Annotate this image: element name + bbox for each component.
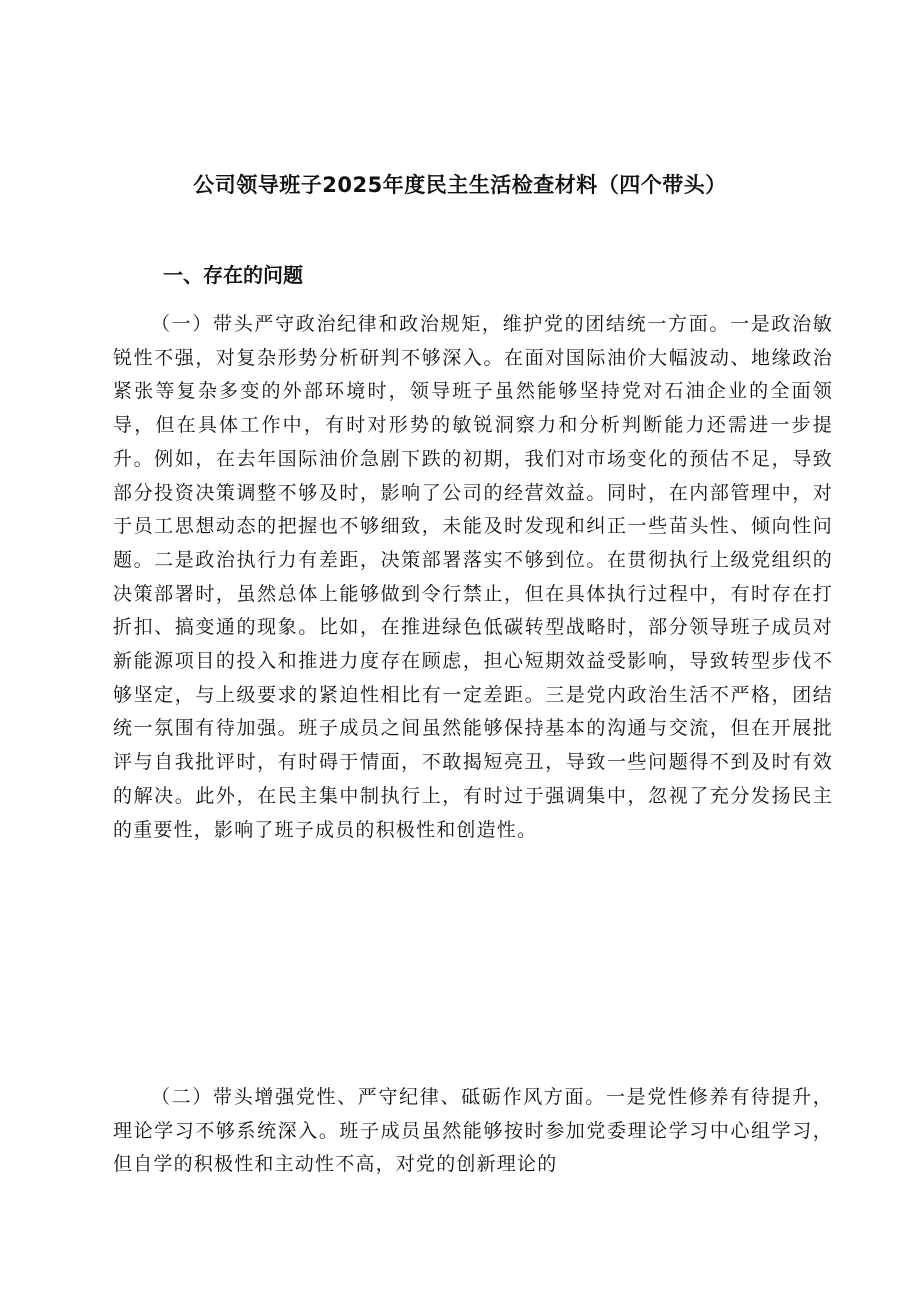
paragraph-2: （二）带头增强党性、严守纪律、砥砺作风方面。一是党性修养有待提升，理论学习不够系统深入。班子成员虽然能够按时参加党委理论学习中心组学习，但自学的积极性和主动性不高，对党的创新理论的 [113,1086,833,1176]
document-title: 公司领导班子2025年度民主生活检查材料（四个带头） [193,173,727,197]
section-heading: 一、存在的问题 [163,263,303,287]
paragraph-1: （一）带头严守政治纪律和政治规矩，维护党的团结统一方面。一是政治敏锐性不强，对复杂形势分析研判不够深入。在面对国际油价大幅波动、地缘政治紧张等复杂多变的外部环境时，领导班子虽然能够坚持党对石油企业的全面领导，但在具体工作中，有时对形势的敏锐洞察力和分析判断能力还需进一步提升。例如，在去年国际油价急剧下跌的初期，我们对市场变化的预估不足，导致部分投资决策调整不够及时，影响了公司的经营效益。同时，在内部管理中，对于员工思想动态的把握也不够细致，未能及时发现和纠正一些苗头性、倾向性问题。二是政治执行力有差距，决策部署落实不够到位。在贯彻执行上级党组织的决策部署时，虽然总体上能够做到令行禁止，但在具体执行过程中，有时存在打折扣、搞变通的现象。比如，在推进绿色低碳转型战略时，部分领导班子成员对新能源项目的投入和推进力度存在顾虑，担心短期效益受影响，导致转型步伐不够坚定，与上级要求的紧迫性相比有一定差距。三是党内政治生活不严格，团结统一氛围有待加强。班子成员之间虽然能够保持基本的沟通与交流，但在开展批评与自我批评时，有时碍于情面，不敢揭短亮丑，导致一些问题得不到及时有效的解决。此外，在民主集中制执行上，有时过于强调集中，忽视了充分发扬民主的重要性，影响了班子成员的积极性和创造性。 [113,313,833,841]
